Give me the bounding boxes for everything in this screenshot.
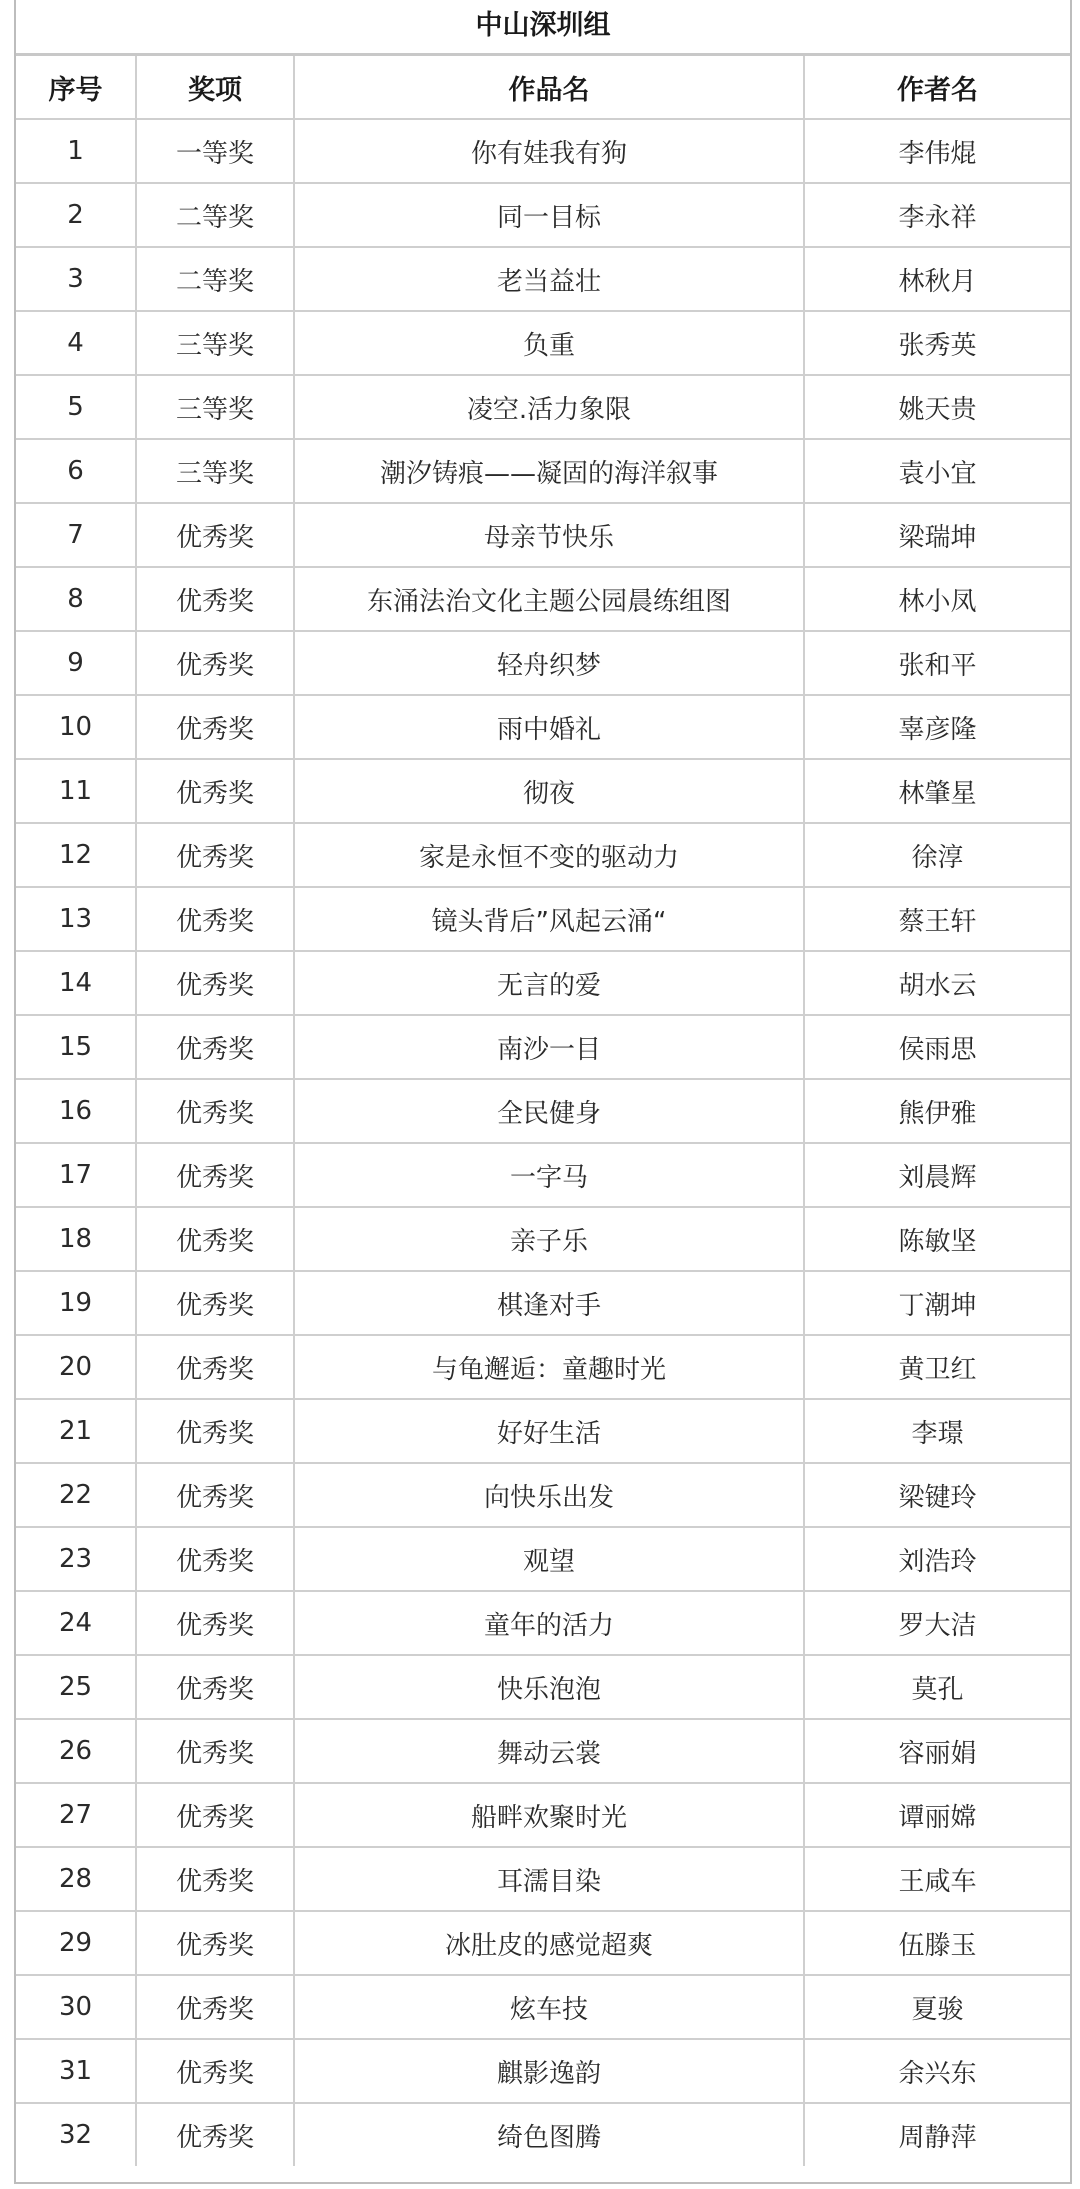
cell-index: 9 (16, 631, 136, 695)
cell-index: 11 (16, 759, 136, 823)
header-author: 作者名 (804, 56, 1070, 119)
cell-author: 李璟 (804, 1399, 1070, 1463)
cell-work-title: 冰肚皮的感觉超爽 (294, 1911, 804, 1975)
cell-award: 三等奖 (136, 311, 294, 375)
cell-author: 李伟焜 (804, 119, 1070, 183)
cell-index: 10 (16, 695, 136, 759)
cell-author: 容丽娟 (804, 1719, 1070, 1783)
cell-work-title: 童年的活力 (294, 1591, 804, 1655)
cell-index: 7 (16, 503, 136, 567)
cell-author: 罗大洁 (804, 1591, 1070, 1655)
cell-work-title: 观望 (294, 1527, 804, 1591)
table-row (16, 1463, 1070, 1527)
cell-index: 6 (16, 439, 136, 503)
cell-author: 蔡王轩 (804, 887, 1070, 951)
cell-work-title: 好好生活 (294, 1399, 804, 1463)
cell-author: 李永祥 (804, 183, 1070, 247)
cell-index: 24 (16, 1591, 136, 1655)
table-row (16, 311, 1070, 375)
table-row (16, 567, 1070, 631)
cell-author: 林秋月 (804, 247, 1070, 311)
table-row (16, 1783, 1070, 1847)
cell-work-title: 船畔欢聚时光 (294, 1783, 804, 1847)
table-row (16, 1079, 1070, 1143)
table-row (16, 247, 1070, 311)
cell-work-title: 你有娃我有狗 (294, 119, 804, 183)
cell-author: 侯雨思 (804, 1015, 1070, 1079)
cell-work-title: 炫车技 (294, 1975, 804, 2039)
cell-work-title: 麒影逸韵 (294, 2039, 804, 2103)
cell-award: 三等奖 (136, 375, 294, 439)
cell-award: 优秀奖 (136, 503, 294, 567)
cell-index: 16 (16, 1079, 136, 1143)
cell-work-title: 东涌法治文化主题公园晨练组图 (294, 567, 804, 631)
cell-award: 优秀奖 (136, 1719, 294, 1783)
cell-index: 4 (16, 311, 136, 375)
cell-award: 三等奖 (136, 439, 294, 503)
cell-award: 优秀奖 (136, 1591, 294, 1655)
table-row (16, 951, 1070, 1015)
table-row (16, 1591, 1070, 1655)
cell-work-title: 老当益壮 (294, 247, 804, 311)
cell-work-title: 负重 (294, 311, 804, 375)
cell-index: 5 (16, 375, 136, 439)
cell-author: 袁小宜 (804, 439, 1070, 503)
table-row (16, 1719, 1070, 1783)
cell-author: 张秀英 (804, 311, 1070, 375)
table-title: 中山深圳组 (16, 0, 1070, 56)
cell-author: 刘晨辉 (804, 1143, 1070, 1207)
cell-index: 31 (16, 2039, 136, 2103)
cell-work-title: 无言的爱 (294, 951, 804, 1015)
cell-award: 优秀奖 (136, 1399, 294, 1463)
table-row (16, 1399, 1070, 1463)
cell-award: 优秀奖 (136, 2039, 294, 2103)
cell-work-title: 镜头背后”风起云涌“ (294, 887, 804, 951)
cell-index: 21 (16, 1399, 136, 1463)
cell-author: 熊伊雅 (804, 1079, 1070, 1143)
cell-work-title: 绮色图腾 (294, 2103, 804, 2166)
table-row (16, 1527, 1070, 1591)
cell-award: 二等奖 (136, 247, 294, 311)
cell-award: 优秀奖 (136, 1655, 294, 1719)
cell-award: 优秀奖 (136, 1271, 294, 1335)
cell-index: 23 (16, 1527, 136, 1591)
cell-author: 胡水云 (804, 951, 1070, 1015)
cell-index: 28 (16, 1847, 136, 1911)
cell-index: 3 (16, 247, 136, 311)
cell-work-title: 南沙一目 (294, 1015, 804, 1079)
table-row (16, 183, 1070, 247)
table-row (16, 1335, 1070, 1399)
cell-index: 20 (16, 1335, 136, 1399)
table-row (16, 1207, 1070, 1271)
cell-index: 13 (16, 887, 136, 951)
cell-author: 伍滕玉 (804, 1911, 1070, 1975)
cell-award: 优秀奖 (136, 1335, 294, 1399)
cell-award: 优秀奖 (136, 1527, 294, 1591)
cell-author: 梁瑞坤 (804, 503, 1070, 567)
cell-author: 姚天贵 (804, 375, 1070, 439)
cell-work-title: 快乐泡泡 (294, 1655, 804, 1719)
table-row (16, 503, 1070, 567)
cell-index: 1 (16, 119, 136, 183)
cell-award: 优秀奖 (136, 823, 294, 887)
cell-index: 19 (16, 1271, 136, 1335)
cell-work-title: 与龟邂逅：童趣时光 (294, 1335, 804, 1399)
cell-award: 优秀奖 (136, 1015, 294, 1079)
cell-award: 优秀奖 (136, 1463, 294, 1527)
cell-author: 丁潮坤 (804, 1271, 1070, 1335)
cell-index: 15 (16, 1015, 136, 1079)
cell-award: 优秀奖 (136, 1079, 294, 1143)
table-row (16, 1271, 1070, 1335)
cell-work-title: 一字马 (294, 1143, 804, 1207)
table-row (16, 1143, 1070, 1207)
cell-index: 12 (16, 823, 136, 887)
table-row (16, 1655, 1070, 1719)
cell-award: 优秀奖 (136, 759, 294, 823)
cell-work-title: 潮汐铸痕——凝固的海洋叙事 (294, 439, 804, 503)
cell-award: 一等奖 (136, 119, 294, 183)
cell-award: 优秀奖 (136, 2103, 294, 2166)
cell-author: 辜彦隆 (804, 695, 1070, 759)
cell-index: 32 (16, 2103, 136, 2166)
cell-index: 14 (16, 951, 136, 1015)
cell-work-title: 舞动云裳 (294, 1719, 804, 1783)
table-row (16, 887, 1070, 951)
cell-work-title: 母亲节快乐 (294, 503, 804, 567)
header-award: 奖项 (136, 56, 294, 119)
cell-award: 优秀奖 (136, 631, 294, 695)
cell-author: 徐淳 (804, 823, 1070, 887)
table-row (16, 823, 1070, 887)
cell-index: 22 (16, 1463, 136, 1527)
cell-work-title: 同一目标 (294, 183, 804, 247)
cell-work-title: 耳濡目染 (294, 1847, 804, 1911)
cell-index: 17 (16, 1143, 136, 1207)
table-row (16, 759, 1070, 823)
table-row (16, 1015, 1070, 1079)
header-index: 序号 (16, 56, 136, 119)
cell-work-title: 雨中婚礼 (294, 695, 804, 759)
cell-author: 莫孔 (804, 1655, 1070, 1719)
table-row (16, 2039, 1070, 2103)
table-row (16, 439, 1070, 503)
cell-award: 优秀奖 (136, 567, 294, 631)
cell-author: 刘浩玲 (804, 1527, 1070, 1591)
cell-author: 梁键玲 (804, 1463, 1070, 1527)
cell-award: 优秀奖 (136, 1847, 294, 1911)
header-work-title: 作品名 (294, 56, 804, 119)
cell-award: 二等奖 (136, 183, 294, 247)
header-row (16, 56, 1070, 119)
cell-award: 优秀奖 (136, 1207, 294, 1271)
cell-index: 30 (16, 1975, 136, 2039)
cell-author: 周静萍 (804, 2103, 1070, 2166)
cell-award: 优秀奖 (136, 887, 294, 951)
cell-work-title: 轻舟织梦 (294, 631, 804, 695)
cell-award: 优秀奖 (136, 1143, 294, 1207)
cell-index: 26 (16, 1719, 136, 1783)
awards-sheet (14, 0, 1072, 2184)
cell-author: 林肇星 (804, 759, 1070, 823)
cell-index: 18 (16, 1207, 136, 1271)
cell-work-title: 向快乐出发 (294, 1463, 804, 1527)
cell-award: 优秀奖 (136, 695, 294, 759)
cell-award: 优秀奖 (136, 1911, 294, 1975)
cell-index: 2 (16, 183, 136, 247)
table-row (16, 1911, 1070, 1975)
table-body (16, 119, 1070, 2166)
cell-author: 陈敏坚 (804, 1207, 1070, 1271)
cell-work-title: 亲子乐 (294, 1207, 804, 1271)
cell-index: 29 (16, 1911, 136, 1975)
cell-award: 优秀奖 (136, 951, 294, 1015)
cell-index: 27 (16, 1783, 136, 1847)
table-row (16, 1975, 1070, 2039)
table-row (16, 631, 1070, 695)
table-row (16, 1847, 1070, 1911)
cell-author: 夏骏 (804, 1975, 1070, 2039)
cell-author: 王咸车 (804, 1847, 1070, 1911)
cell-work-title: 家是永恒不变的驱动力 (294, 823, 804, 887)
table-row (16, 2103, 1070, 2166)
cell-author: 谭丽嫦 (804, 1783, 1070, 1847)
cell-award: 优秀奖 (136, 1783, 294, 1847)
cell-index: 8 (16, 567, 136, 631)
table-row (16, 695, 1070, 759)
cell-award: 优秀奖 (136, 1975, 294, 2039)
cell-author: 余兴东 (804, 2039, 1070, 2103)
cell-work-title: 凌空.活力象限 (294, 375, 804, 439)
cell-work-title: 棋逢对手 (294, 1271, 804, 1335)
cell-work-title: 全民健身 (294, 1079, 804, 1143)
cell-work-title: 彻夜 (294, 759, 804, 823)
cell-author: 林小凤 (804, 567, 1070, 631)
cell-author: 黄卫红 (804, 1335, 1070, 1399)
cell-index: 25 (16, 1655, 136, 1719)
cell-author: 张和平 (804, 631, 1070, 695)
awards-table (16, 56, 1070, 2166)
table-row (16, 375, 1070, 439)
table-row (16, 119, 1070, 183)
